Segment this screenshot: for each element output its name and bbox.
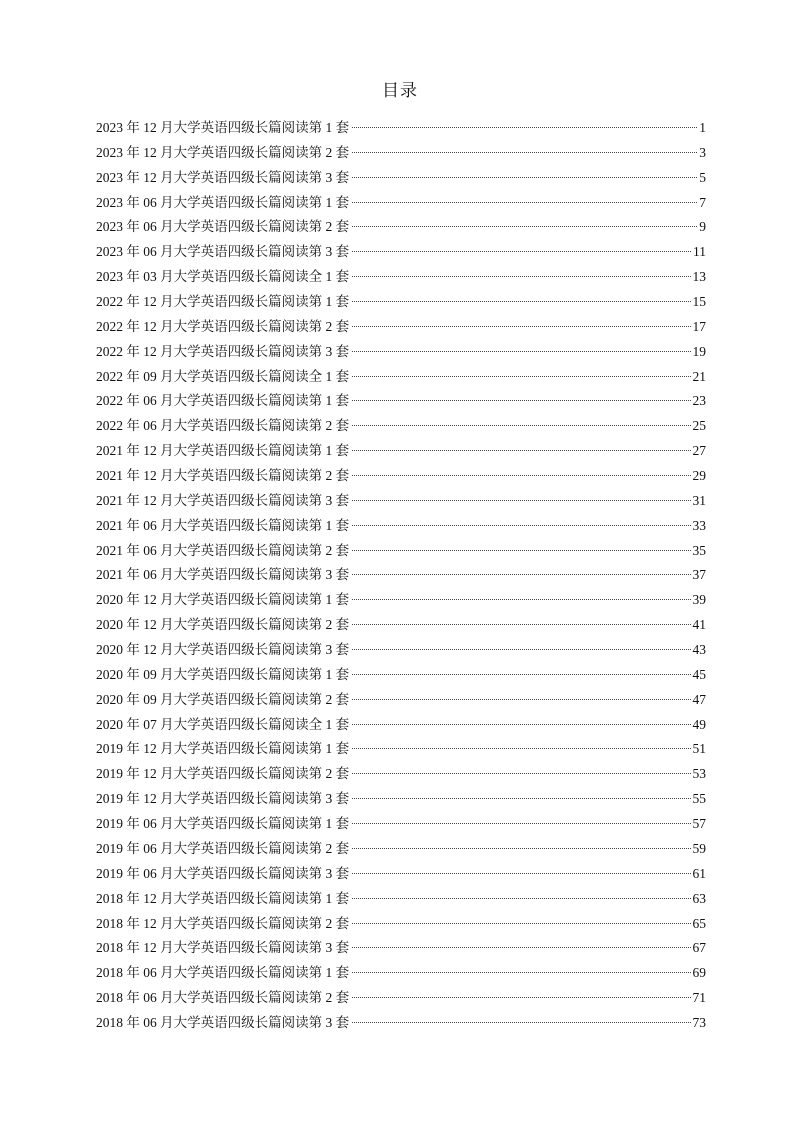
toc-entry[interactable] [96,862,706,887]
toc-entry-label: 2022 年 06 月大学英语四级长篇阅读第 2 套 [96,418,350,434]
toc-entry-label: 2022 年 12 月大学英语四级长篇阅读第 3 套 [96,343,350,359]
toc-entry-page-number: 35 [692,542,706,558]
dot-leader [352,773,690,774]
toc-entry[interactable] [96,837,706,862]
toc-entry-page-number: 39 [692,592,706,608]
toc-entry-label: 2023 年 12 月大学英语四级长篇阅读第 3 套 [96,169,350,185]
toc-entry-label: 2023 年 03 月大学英语四级长篇阅读全 1 套 [96,269,350,285]
toc-entry[interactable] [96,240,706,265]
dot-leader [352,226,697,227]
toc-entry-page-number: 53 [692,766,706,782]
toc-entry-label: 2022 年 12 月大学英语四级长篇阅读第 2 套 [96,318,350,334]
toc-entry[interactable] [96,986,706,1011]
toc-entry-label: 2019 年 06 月大学英语四级长篇阅读第 2 套 [96,840,350,856]
toc-entry-page-number: 57 [692,816,706,832]
toc-entry-label: 2021 年 06 月大学英语四级长篇阅读第 3 套 [96,567,350,583]
toc-entry-page-number: 59 [692,840,706,856]
dot-leader [352,624,690,625]
toc-entry[interactable] [96,936,706,961]
dot-leader [352,599,690,600]
toc-entry-label: 2018 年 12 月大学英语四级长篇阅读第 1 套 [96,890,350,906]
toc-entry-page-number: 23 [692,393,706,409]
dot-leader [352,500,690,501]
toc-title: 目录 [382,81,418,100]
toc-entry[interactable] [96,514,706,539]
toc-entry-page-number: 29 [692,468,706,484]
toc-entry-label: 2023 年 06 月大学英语四级长篇阅读第 1 套 [96,194,350,210]
toc-entry-page-number: 65 [692,915,706,931]
toc-entry-page-number: 33 [692,517,706,533]
dot-leader [352,376,690,377]
toc-entry[interactable] [96,389,706,414]
toc-entry-label: 2019 年 12 月大学英语四级长篇阅读第 3 套 [96,791,350,807]
dot-leader [352,425,690,426]
toc-entry[interactable] [96,315,706,340]
toc-entry-page-number: 19 [692,343,706,359]
toc-entry-label: 2022 年 12 月大学英语四级长篇阅读第 1 套 [96,294,350,310]
toc-entry-page-number: 7 [699,194,706,210]
toc-entry-label: 2022 年 09 月大学英语四级长篇阅读全 1 套 [96,368,350,384]
toc-list [96,116,706,1036]
toc-entry[interactable] [96,638,706,663]
toc-entry-page-number: 11 [693,244,706,260]
toc-entry-page-number: 41 [692,617,706,633]
dot-leader [352,724,690,725]
toc-entry[interactable] [96,191,706,216]
toc-entry-label: 2021 年 06 月大学英语四级长篇阅读第 1 套 [96,517,350,533]
dot-leader [352,177,697,178]
toc-entry-label: 2019 年 06 月大学英语四级长篇阅读第 1 套 [96,816,350,832]
toc-entry-label: 2018 年 12 月大学英语四级长篇阅读第 2 套 [96,915,350,931]
dot-leader [352,848,690,849]
toc-entry[interactable] [96,812,706,837]
toc-entry-page-number: 47 [692,691,706,707]
toc-entry[interactable] [96,912,706,937]
toc-entry[interactable] [96,340,706,365]
dot-leader [352,326,690,327]
toc-entry-label: 2021 年 12 月大学英语四级长篇阅读第 3 套 [96,492,350,508]
toc-entry[interactable] [96,290,706,315]
toc-entry-page-number: 67 [692,940,706,956]
toc-entry[interactable] [96,166,706,191]
toc-entry-label: 2023 年 06 月大学英语四级长篇阅读第 3 套 [96,244,350,260]
dot-leader [352,400,690,401]
toc-entry-label: 2021 年 06 月大学英语四级长篇阅读第 2 套 [96,542,350,558]
dot-leader [352,574,690,575]
toc-entry-page-number: 63 [692,890,706,906]
toc-entry-page-number: 43 [692,642,706,658]
dot-leader [352,748,690,749]
toc-entry-page-number: 27 [692,443,706,459]
dot-leader [352,475,690,476]
toc-entry-label: 2021 年 12 月大学英语四级长篇阅读第 2 套 [96,468,350,484]
toc-entry-label: 2020 年 12 月大学英语四级长篇阅读第 2 套 [96,617,350,633]
dot-leader [352,251,691,252]
toc-entry[interactable] [96,539,706,564]
toc-entry-page-number: 5 [699,169,706,185]
toc-entry[interactable] [96,762,706,787]
toc-entry-page-number: 61 [692,865,706,881]
toc-entry[interactable] [96,663,706,688]
toc-entry-label: 2021 年 12 月大学英语四级长篇阅读第 1 套 [96,443,350,459]
toc-entry-page-number: 1 [699,120,706,135]
toc-entry-page-number: 15 [692,294,706,310]
dot-leader [352,550,690,551]
toc-entry[interactable] [96,215,706,240]
toc-entry-page-number: 55 [692,791,706,807]
toc-entry-label: 2018 年 06 月大学英语四级长篇阅读第 1 套 [96,965,350,981]
toc-entry[interactable] [96,688,706,713]
toc-entry[interactable] [96,961,706,986]
toc-entry-page-number: 21 [692,368,706,384]
dot-leader [352,674,690,675]
dot-leader [352,301,690,302]
toc-entry-page-number: 9 [699,219,706,235]
toc-entry-label: 2023 年 06 月大学英语四级长篇阅读第 2 套 [96,219,350,235]
toc-entry[interactable] [96,464,706,489]
toc-entry[interactable] [96,116,706,141]
toc-entry-label: 2023 年 12 月大学英语四级长篇阅读第 2 套 [96,144,350,160]
toc-entry-label: 2023 年 12 月大学英语四级长篇阅读第 1 套 [96,120,350,135]
dot-leader [352,1022,690,1023]
toc-entry-label: 2019 年 06 月大学英语四级长篇阅读第 3 套 [96,865,350,881]
toc-entry-label: 2020 年 12 月大学英语四级长篇阅读第 3 套 [96,642,350,658]
toc-entry[interactable] [96,887,706,912]
toc-entry[interactable] [96,588,706,613]
dot-leader [352,127,697,128]
dot-leader [352,450,690,451]
toc-entry-page-number: 17 [692,318,706,334]
toc-entry-label: 2020 年 07 月大学英语四级长篇阅读全 1 套 [96,716,350,732]
toc-entry-label: 2020 年 09 月大学英语四级长篇阅读第 1 套 [96,666,350,682]
toc-entry[interactable] [96,489,706,514]
toc-entry-label: 2022 年 06 月大学英语四级长篇阅读第 1 套 [96,393,350,409]
toc-entry-page-number: 71 [692,990,706,1006]
dot-leader [352,997,690,998]
toc-entry-label: 2018 年 06 月大学英语四级长篇阅读第 2 套 [96,990,350,1006]
toc-entry[interactable] [96,365,706,390]
dot-leader [352,525,690,526]
toc-entry[interactable] [96,414,706,439]
dot-leader [352,699,690,700]
toc-entry-label: 2018 年 12 月大学英语四级长篇阅读第 3 套 [96,940,350,956]
dot-leader [352,923,690,924]
toc-entry-page-number: 49 [692,716,706,732]
dot-leader [352,798,690,799]
toc-entry-page-number: 51 [692,741,706,757]
toc-entry[interactable] [96,713,706,738]
toc-entry[interactable] [96,613,706,638]
toc-entry-page-number: 13 [692,269,706,285]
toc-entry[interactable] [96,563,706,588]
dot-leader [352,823,690,824]
dot-leader [352,152,697,153]
toc-entry-page-number: 3 [699,144,706,160]
dot-leader [352,947,690,948]
toc-entry-page-number: 73 [692,1014,706,1030]
toc-entry-label: 2020 年 09 月大学英语四级长篇阅读第 2 套 [96,691,350,707]
toc-entry[interactable] [96,439,706,464]
toc-entry[interactable] [96,141,706,166]
dot-leader [352,202,697,203]
toc-entry-page-number: 31 [692,492,706,508]
toc-entry-label: 2019 年 12 月大学英语四级长篇阅读第 1 套 [96,741,350,757]
toc-entry[interactable] [96,1011,706,1036]
dot-leader [352,649,690,650]
toc-entry-page-number: 45 [692,666,706,682]
toc-entry-label: 2020 年 12 月大学英语四级长篇阅读第 1 套 [96,592,350,608]
toc-entry-label: 2018 年 06 月大学英语四级长篇阅读第 3 套 [96,1014,350,1030]
toc-entry-page-number: 69 [692,965,706,981]
toc-entry-page-number: 37 [692,567,706,583]
toc-entry[interactable] [96,265,706,290]
dot-leader [352,898,690,899]
toc-entry-page-number: 25 [692,418,706,434]
dot-leader [352,873,690,874]
toc-entry[interactable] [96,787,706,812]
toc-entry-label: 2019 年 12 月大学英语四级长篇阅读第 2 套 [96,766,350,782]
dot-leader [352,351,690,352]
dot-leader [352,276,690,277]
toc-entry[interactable] [96,737,706,762]
dot-leader [352,972,690,973]
